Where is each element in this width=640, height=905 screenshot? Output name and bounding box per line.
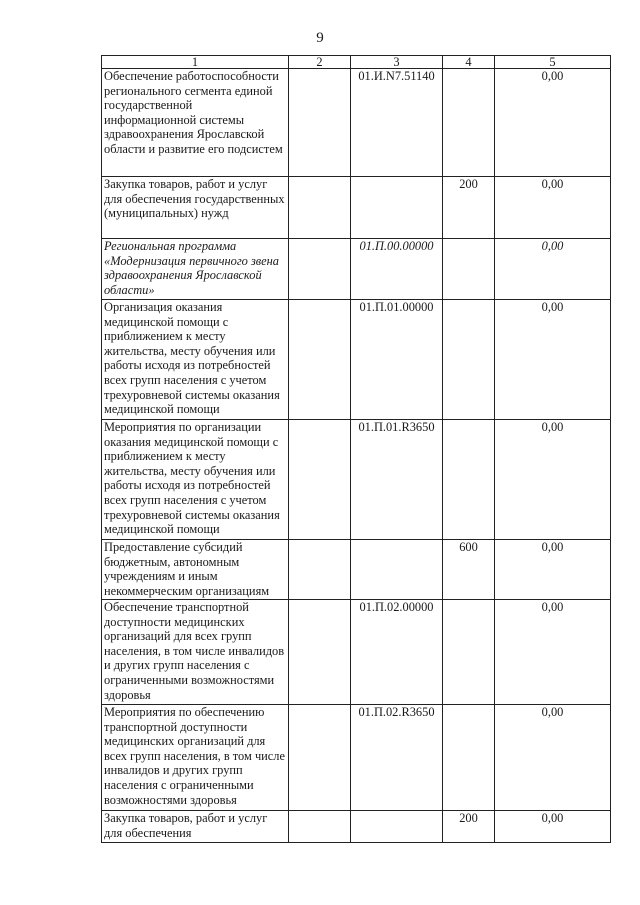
row-code [351, 540, 443, 600]
table-header-row [102, 56, 611, 69]
header-col-4: 4 [443, 56, 495, 69]
row-col2 [289, 239, 351, 300]
row-amount: 0,00 [495, 69, 611, 177]
row-name: Организация оказания медицинской помощи с приближением к месту жительства, месту обучения или работы исходя из потребностей всех групп населения с учетом трехуровневой системы оказания медицинской помощи [102, 300, 289, 420]
row-col2 [289, 811, 351, 843]
table-row [102, 177, 611, 239]
row-amount: 0,00 [495, 239, 611, 300]
row-type [443, 239, 495, 300]
row-name: Обеспечение работоспособности регионального сегмента единой государственной информационной системы здравоохранения Ярославской области и развитие его подсистем [102, 69, 289, 177]
header-col-5: 5 [495, 56, 611, 69]
table-row [102, 300, 611, 420]
header-col-3: 3 [351, 56, 443, 69]
row-type [443, 69, 495, 177]
row-amount: 0,00 [495, 177, 611, 239]
page-number: 9 [316, 30, 324, 46]
row-name: Закупка товаров, работ и услуг для обеспечения [102, 811, 289, 843]
row-col2 [289, 420, 351, 540]
row-type: 200 [443, 177, 495, 239]
row-amount: 0,00 [495, 300, 611, 420]
row-type [443, 600, 495, 705]
budget-table [101, 55, 611, 843]
row-amount: 0,00 [495, 540, 611, 600]
row-name: Закупка товаров, работ и услуг для обеспечения государственных (муниципальных) нужд [102, 177, 289, 239]
row-col2 [289, 600, 351, 705]
row-col2 [289, 705, 351, 811]
row-type: 200 [443, 811, 495, 843]
row-name: Мероприятия по организации оказания медицинской помощи с приближением к месту жительства, месту обучения или работы исходя из потребностей всех групп населения с учетом трехуровневой системы оказания медицинской помощи [102, 420, 289, 540]
row-col2 [289, 300, 351, 420]
row-amount: 0,00 [495, 705, 611, 811]
row-code: 01.П.02.00000 [351, 600, 443, 705]
row-type [443, 705, 495, 811]
table-row [102, 705, 611, 811]
row-code [351, 811, 443, 843]
table-row [102, 540, 611, 600]
table-row [102, 811, 611, 843]
row-amount: 0,00 [495, 811, 611, 843]
row-code: 01.П.01.00000 [351, 300, 443, 420]
row-name: Предоставление субсидий бюджетным, автономным учреждениям и иным некоммерческим организациям [102, 540, 289, 600]
row-amount: 0,00 [495, 600, 611, 705]
row-col2 [289, 177, 351, 239]
row-code: 01.П.00.00000 [351, 239, 443, 300]
row-col2 [289, 69, 351, 177]
row-type: 600 [443, 540, 495, 600]
header-col-2: 2 [289, 56, 351, 69]
table-row [102, 239, 611, 300]
table-row [102, 69, 611, 177]
row-name: Обеспечение транспортной доступности медицинских организаций для всех групп населения, в том числе инвалидов и других групп населения с ограниченными возможностями здоровья [102, 600, 289, 705]
row-type [443, 300, 495, 420]
row-type [443, 420, 495, 540]
row-amount: 0,00 [495, 420, 611, 540]
table-row [102, 420, 611, 540]
table-row [102, 600, 611, 705]
row-code: 01.П.02.R3650 [351, 705, 443, 811]
row-name: Мероприятия по обеспечению транспортной доступности медицинских организаций для всех групп населения, в том числе инвалидов и других групп населения с ограниченными возможностями здоровья [102, 705, 289, 811]
row-code [351, 177, 443, 239]
row-name: Региональная программа «Модернизация первичного звена здравоохранения Ярославской области» [102, 239, 289, 300]
row-code: 01.И.N7.51140 [351, 69, 443, 177]
row-col2 [289, 540, 351, 600]
header-col-1: 1 [102, 56, 289, 69]
row-code: 01.П.01.R3650 [351, 420, 443, 540]
